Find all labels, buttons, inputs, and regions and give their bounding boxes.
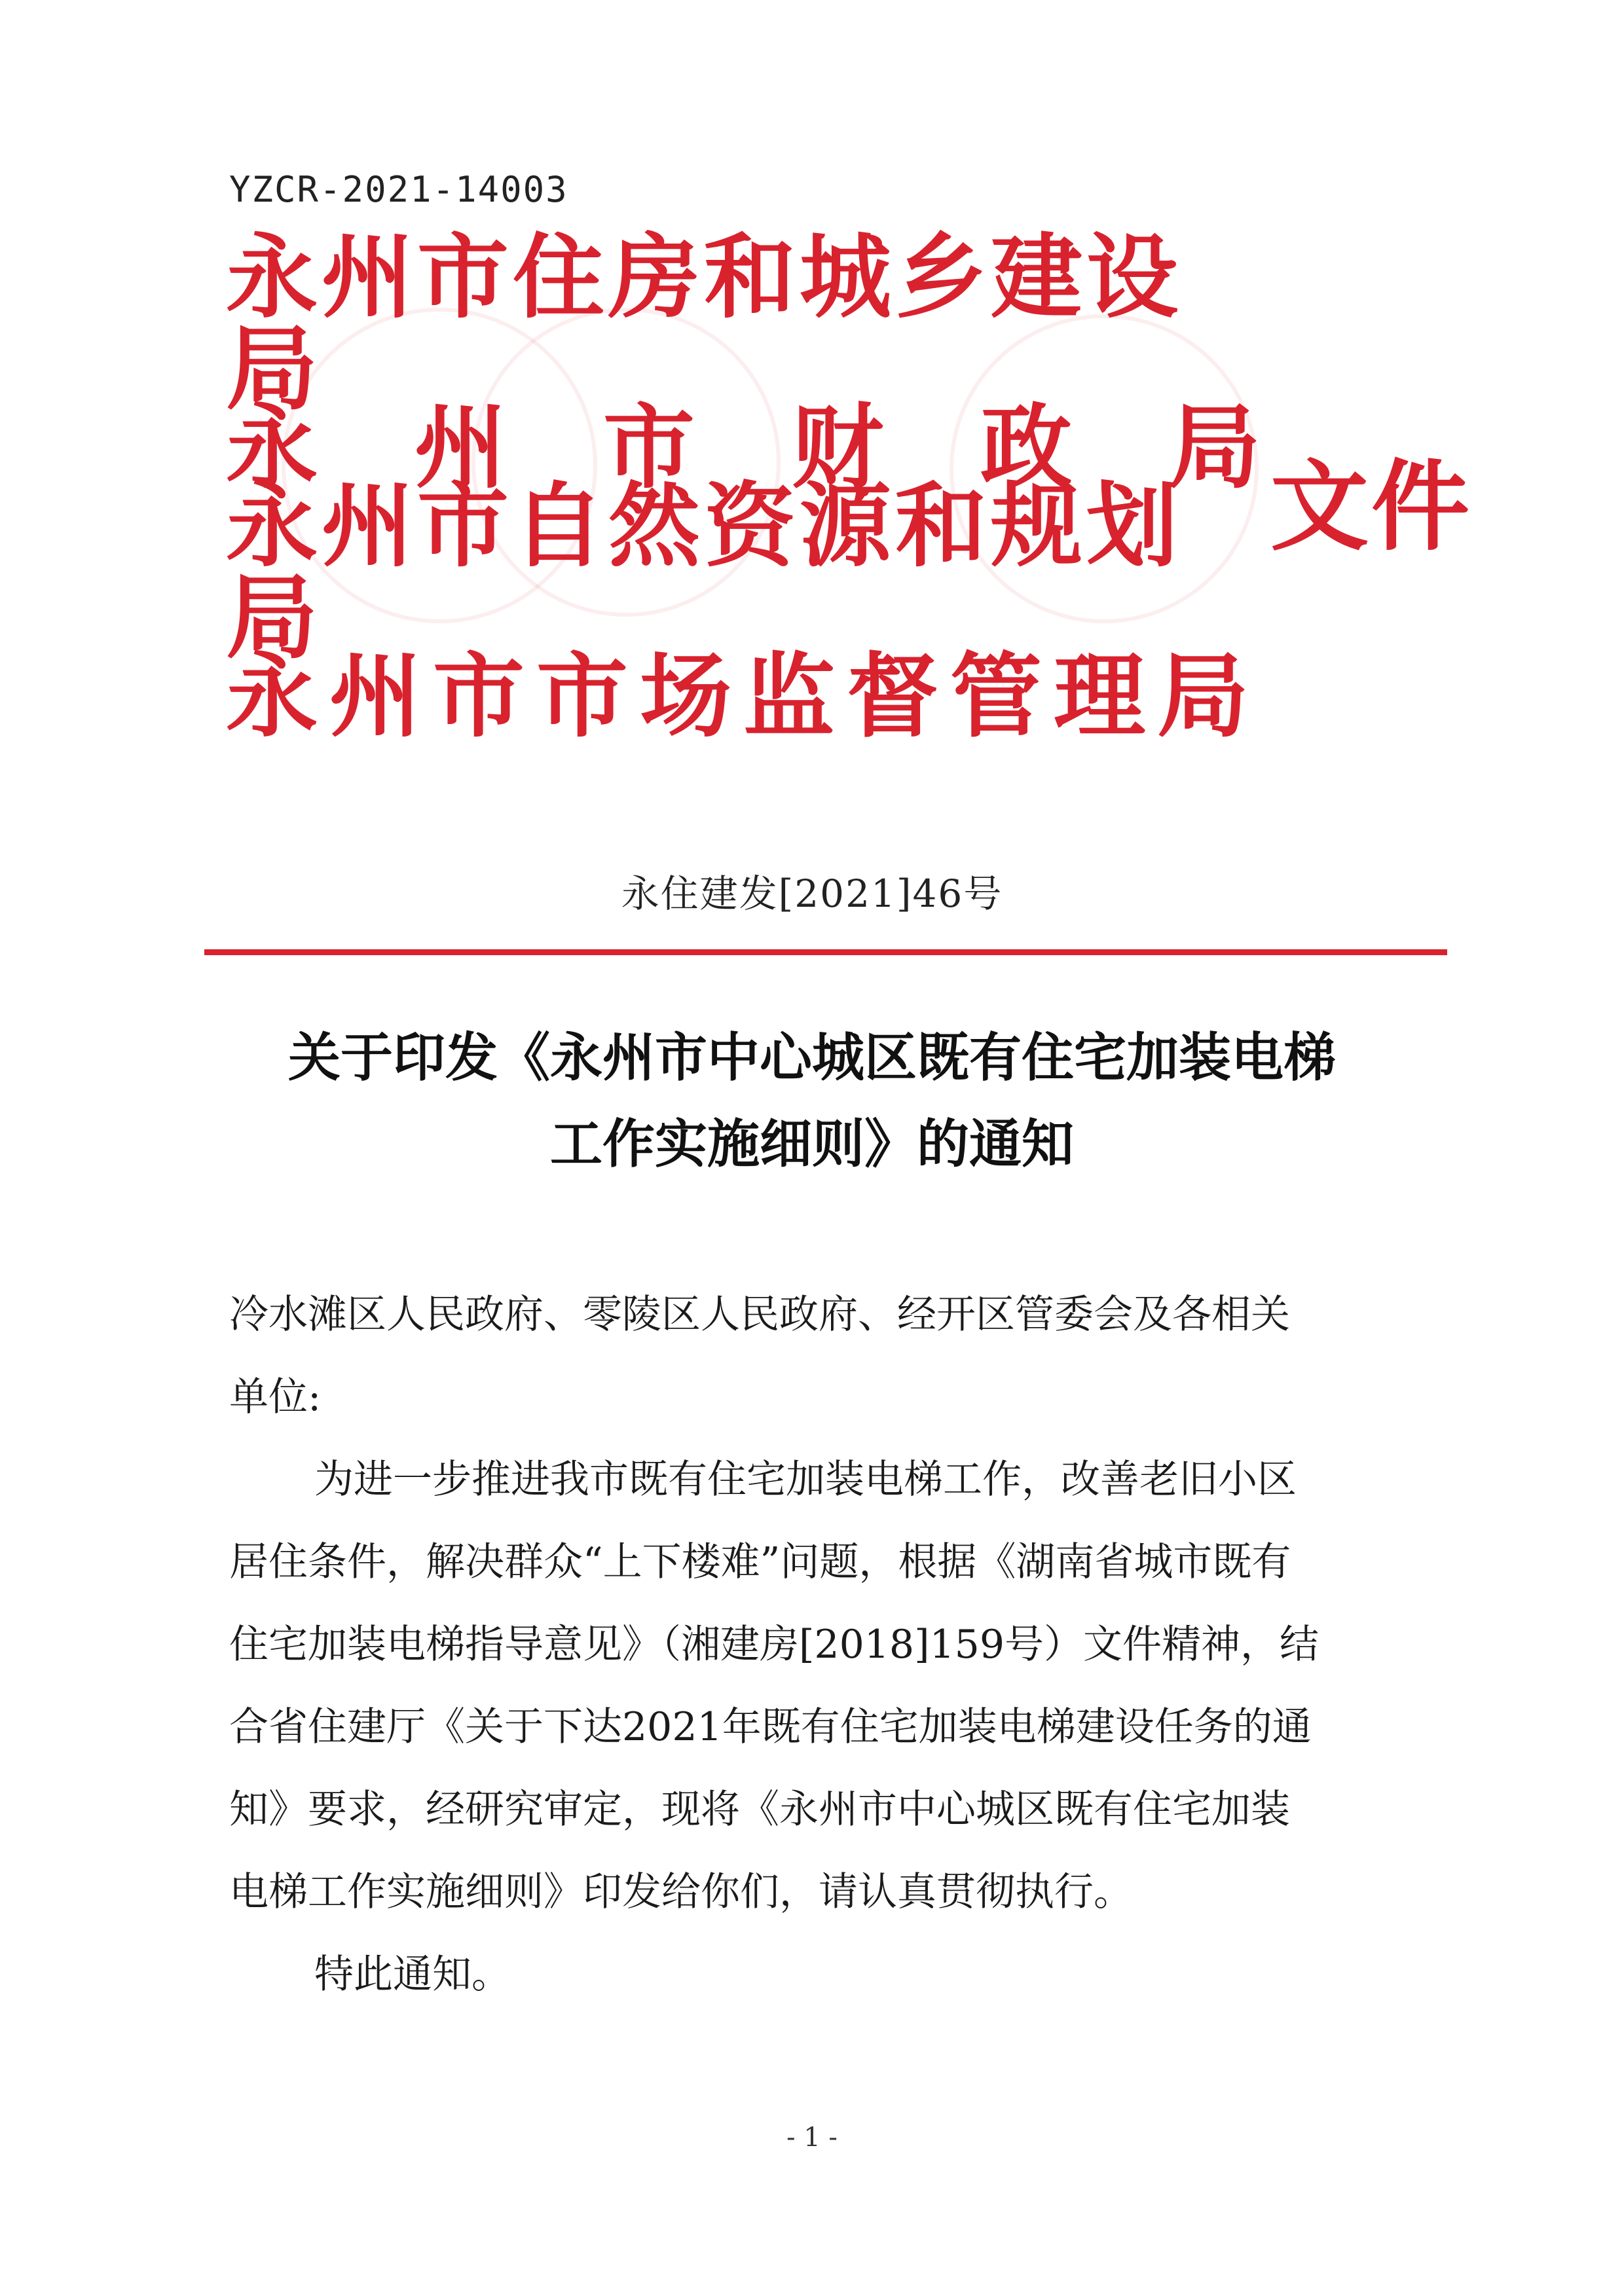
issuer-housing-bureau-text: 永州市住房和城乡建设局 (226, 225, 1183, 423)
issuer-finance-char: 市 (602, 395, 695, 501)
document-title (0, 1015, 1624, 1188)
page-number: - 1 - (786, 2123, 838, 2153)
issuer-housing-bureau (226, 225, 1261, 423)
issuer-finance-char: 永 (226, 395, 318, 501)
issuer-natural-resources-bureau-text: 永州市自然资源和规划局 (226, 473, 1183, 672)
issuer-block (226, 225, 1261, 759)
file-word: 文件 (1270, 450, 1473, 564)
document-title-line-2: 工作实施细则》的通知 (550, 1114, 1074, 1175)
document-code: YZCR-2021-14003 (229, 169, 568, 210)
issuer-market-supervision-bureau-text: 永州市市场监督管理局 (226, 644, 1261, 750)
paragraph-line: 住宅加装电梯指导意见》（湘建房[2018]159号）文件精神，结 (229, 1622, 1320, 1667)
paragraph-line: 为进一步推进我市既有住宅加装电梯工作，改善老旧小区 (314, 1457, 1297, 1503)
document-body (229, 1273, 1414, 2016)
issuer-finance-char: 州 (414, 395, 506, 501)
paragraph-line: 居住条件，解决群众“上下楼难”问题，根据《湖南省城市既有 (229, 1539, 1291, 1585)
issuer-natural-resources-bureau (226, 473, 1261, 672)
issuer-finance-char: 财 (791, 395, 883, 501)
paragraph-line: 电梯工作实施细则》印发给你们，请认真贯彻执行。 (229, 1869, 1133, 1915)
document-number: 永住建发[2021]46号 (621, 871, 1003, 916)
issuer-market-supervision-bureau (226, 635, 1261, 759)
issuer-finance-char: 局 (1168, 395, 1261, 501)
paragraph-line: 合省住建厅《关于下达2021年既有住宅加装电梯建设任务的通 (229, 1704, 1312, 1750)
red-divider (204, 949, 1447, 955)
recipient-line-1: 冷水滩区人民政府、零陵区人民政府、经开区管委会及各相关 (229, 1292, 1290, 1338)
issuer-finance-char: 政 (980, 395, 1072, 501)
paragraph-line: 知》要求，经研究审定，现将《永州市中心城区既有住宅加装 (229, 1787, 1290, 1832)
closing-line: 特此通知。 (314, 1952, 511, 1997)
recipient-line-2: 单位: (229, 1374, 322, 1420)
document-title-line-1: 关于印发《永州市中心城区既有住宅加装电梯 (288, 1027, 1336, 1088)
